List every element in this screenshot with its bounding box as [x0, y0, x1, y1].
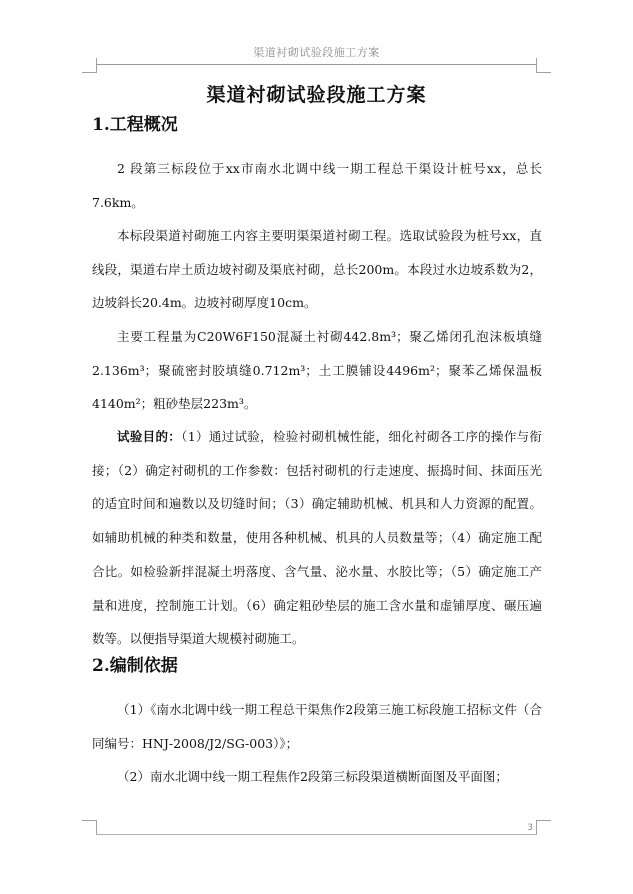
paragraph-quantities: 主要工程量为C20W6F150混凝土衬砌442.8m³；聚乙烯闭孔泡沫板填缝2.136m³；聚硫密封胶填缝0.712m³；土工膜铺设4496m²；聚苯乙烯保温板4140m²；粗砂垫层223m³。 [92, 329, 542, 412]
paragraph-scope: 本标段渠道衬砌施工内容主要明渠渠道衬砌工程。选取试验段为桩号xx，直线段，渠道右岸土质边坡衬砌及渠底衬砌，总长200m。本段过水边坡系数为2，边坡斜长20.4m。边坡衬砌厚度10cm。 [92, 228, 542, 311]
footer-rule [96, 834, 537, 835]
section-heading-1: 1.工程概况 [92, 115, 178, 135]
paragraph-purpose [92, 420, 542, 656]
crop-mark-top-left [82, 58, 97, 73]
purpose-lead: 试验目的： [117, 429, 182, 444]
paragraph-basis-1: （1）《南水北调中线一期工程总干渠焦作2段第三施工标段施工招标文件（合同编号：HNJ-2008/J2/SG-003）》； [92, 702, 542, 751]
paragraph-basis-2: （2）南水北调中线一期工程焦作2段第三标段渠道横断面图及平面图； [117, 769, 508, 784]
purpose-text: （1）通过试验，检验衬砌机械性能，细化衬砌各工序的操作与衔接；（2）确定衬砌机的工作参数：包括衬砌机的行走速度、振捣时间、抹面压光的适宜时间和遍数以及切缝时间；（3）确定辅助机械、机具和人力资源的配置。如辅助机械的种类和数量，使用各种机械、机具的人员数量等；（4）确定施工配合比。如检验新拌混凝土坍落度、含气量、泌水量、水胶比等；（5）确定施工产量和进度，控制施工计划。（6）确定粗砂垫层的施工含水量和虚铺厚度、碾压遍数等。以便指导渠道大规模衬砌施工。 [92, 429, 542, 647]
crop-mark-bottom-left [82, 820, 97, 835]
header-rule [96, 64, 537, 65]
crop-mark-bottom-right [536, 820, 551, 835]
crop-mark-top-right [536, 58, 551, 73]
paragraph-overview: 2 段第三标段位于xx市南水北调中线一期工程总干渠设计桩号xx，总长7.6km。 [92, 161, 542, 210]
running-header: 渠道衬砌试验段施工方案 [253, 46, 380, 59]
page-number: 3 [527, 823, 533, 833]
section-heading-2: 2.编制依据 [92, 656, 178, 676]
document-title: 渠道衬砌试验段施工方案 [206, 84, 427, 106]
